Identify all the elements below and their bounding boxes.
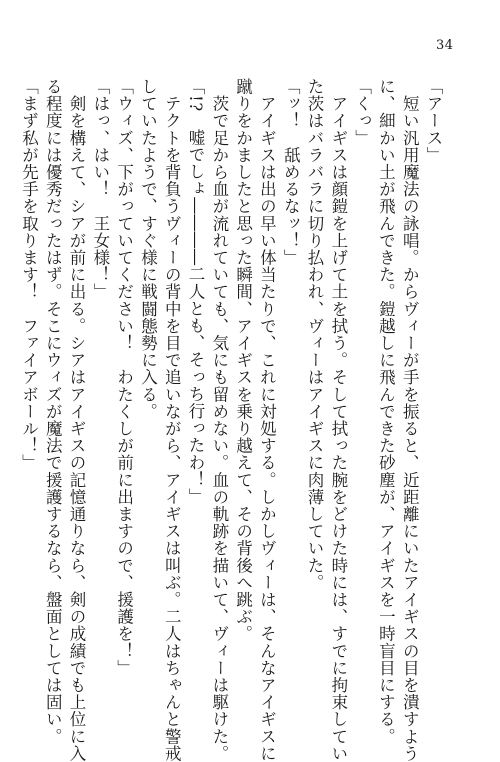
- text-line: アイギスは顔鎧を上げて土を拭う。そして拭った腕をどけた時には、すでに拘束してい: [328, 78, 348, 762]
- text-line: 「!? 嘘でしょ――――二人とも、そっち行ったわ！」: [186, 78, 206, 506]
- text-line: 「はっ、はい！ 王女様！」: [90, 78, 110, 301]
- text-line: 「アース」: [424, 78, 443, 164]
- text-line: 茨で足から血が流れていても、気にも留めない。血の軌跡を描いて、ヴィーは駆けた。: [209, 78, 229, 762]
- text-line: していたようで、すぐ様に戦闘態勢に入る。: [138, 78, 158, 420]
- text-line: 「ウィズ、下がっていてください！ わたくしが前に出ますので、援護を！」: [114, 78, 134, 677]
- text-line: アイギスは出の早い体当たりで、これに対処する。しかしヴィーは、そんなアイギスに: [257, 78, 277, 762]
- page-number: 34: [436, 38, 454, 53]
- text-line: 「くっ」: [352, 78, 372, 147]
- text-line: 剣を構えて、シアが前に出る。シアはアイギスの記憶通りなら、剣の成績でも上位に入: [67, 78, 87, 762]
- body-text: [19, 78, 445, 762]
- text-line: に、細かい土が飛んできた。鎧越しに飛んできた砂塵が、アイギスを一時盲目にする。: [376, 78, 396, 745]
- text-line: た茨はバラバラに切り払われ、ヴィーはアイギスに肉薄していた。: [305, 78, 325, 591]
- text-line: る程度には優秀だったはず。そこにウィズが魔法で援護するなら、盤面としては固い。: [43, 78, 63, 745]
- text-line: 「ッ！ 舐めるなッ！」: [281, 78, 301, 267]
- text-line: 「まず私が先手を取ります！ ファイアボール！」: [19, 78, 39, 472]
- text-line: 短い汎用魔法の詠唱。からヴィーが手を振ると、近距離にいたアイギスの目を潰すよう: [400, 78, 420, 762]
- text-line: テクトを背負うヴィーの背中を目で追いながら、アイギスは叫ぶ。二人はちゃんと警戒: [162, 78, 182, 762]
- text-line: 蹴りをかましたと思った瞬間、アイギスを乗り越えて、その背後へ跳ぶ。: [233, 78, 253, 643]
